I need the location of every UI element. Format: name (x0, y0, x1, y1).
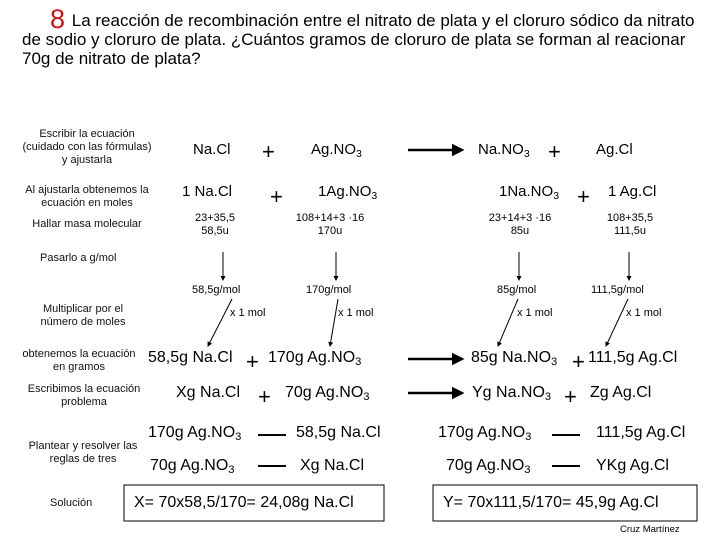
mm-product-2: 108+35,5 111,5u (606, 212, 654, 237)
grams-plus-1: + (246, 349, 259, 374)
eq-plus-1: + (262, 139, 275, 164)
rule-left-a-given: 170g $Ag.NO_3$ (148, 424, 242, 443)
mm-reactant-2: 108+14+3 ·16 170u (295, 212, 365, 237)
mult-product-1: x 1 mol (517, 307, 553, 319)
eq-product-2: Ag.Cl (596, 141, 633, 158)
problem-product-1: Yg $Na.NO_3$ (472, 384, 552, 403)
rule-right-b-result: YKg Ag.Cl (596, 457, 669, 474)
problem-product-2: Zg Ag.Cl (590, 384, 652, 401)
rule-left-b-given: 70g $Ag.NO_3$ (150, 457, 235, 476)
rule-right-a-result: 111,5g Ag.Cl (596, 424, 686, 441)
solution-box-x (124, 485, 384, 521)
gmol-reactant-1: 58,5g/mol (192, 284, 241, 296)
eq-plus-2: + (548, 139, 561, 164)
problem-number: 8 (50, 4, 66, 34)
grams-reactant-2: 170g $Ag.NO_3$ (268, 349, 362, 368)
label-molar-mass: Hallar masa molecular (32, 218, 142, 230)
rule-left-b-result: Xg Na.Cl (300, 457, 365, 474)
diag-arrow-3 (498, 299, 518, 346)
mm-product-1: 23+14+3 ·16 85u (488, 212, 552, 237)
label-rule-of-three: Plantear y resolver las reglas de tres (28, 440, 138, 465)
diag-arrow-4 (606, 299, 628, 346)
rule-left-a-result: 58,5g Na.Cl (296, 424, 381, 441)
solution-y: Y= 70x111,5/170= 45,9g Ag.Cl (443, 494, 659, 511)
bal-plus-1: + (270, 184, 283, 209)
grams-plus-2: + (572, 349, 585, 374)
solution-box-y (433, 485, 697, 521)
solution-x: X= 70x58,5/170= 24,08g Na.Cl (134, 494, 354, 511)
label-write-problem: Escribimos la ecuación problema (27, 383, 141, 408)
label-multiply: Multiplicar por el número de moles (40, 303, 126, 328)
bal-reactant-2: $1Ag.NO_3$ (318, 183, 378, 202)
bal-product-1: $1Na.NO_3$ (499, 183, 560, 202)
problem-plus-1: + (258, 384, 271, 409)
mult-product-2: x 1 mol (626, 307, 662, 319)
diag-arrow-2 (330, 299, 338, 346)
bal-plus-2: + (577, 184, 590, 209)
eq-product-1: $Na.NO_3$ (478, 141, 530, 160)
label-balanced: Al ajustarla obtenemos la ecuación en moles (25, 184, 149, 209)
label-to-grams: Pasarlo a g/mol (40, 252, 117, 264)
problem-plus-2: + (564, 384, 577, 409)
gmol-reactant-2: 170g/mol (306, 284, 352, 296)
grams-product-1: 85g $Na.NO_3$ (471, 349, 558, 368)
bal-reactant-1: 1 Na.Cl (182, 183, 233, 200)
gmol-product-1: 85g/mol (497, 284, 537, 296)
mult-reactant-2: x 1 mol (338, 307, 374, 319)
label-write-equation: Escribir la ecuación (cuidado con las fórmulas) y ajustarla (22, 128, 152, 166)
eq-reactant-2: $Ag.NO_3$ (311, 141, 362, 160)
mult-reactant-1: x 1 mol (230, 307, 266, 319)
grams-product-2: 111,5g Ag.Cl (588, 349, 678, 366)
author-credit: Cruz Martínez (620, 524, 680, 535)
problem-text: La reacción de recombinación entre el nitrato de plata y el cloruro sódico da nitrato de sodio y cloruro de plata. ¿Cuántos gramos de cloruro de plata se forman al reacionar 70g de nitrato de plata? (22, 11, 695, 68)
gmol-product-2: 111,5g/mol (591, 284, 644, 296)
rule-right-b-given: 70g $Ag.NO_3$ (446, 457, 531, 476)
rule-right-a-given: 170g $Ag.NO_3$ (438, 424, 532, 443)
problem-reactant-1: Xg Na.Cl (176, 384, 241, 401)
diag-arrow-1 (208, 299, 232, 346)
problem-reactant-2: 70g $Ag.NO_3$ (285, 384, 370, 403)
grams-reactant-1: 58,5g Na.Cl (148, 349, 233, 366)
bal-product-2: 1 Ag.Cl (608, 183, 657, 200)
mm-reactant-1: 23+35,5 58,5u (194, 212, 236, 237)
label-obtain-grams: obtenemos la ecuación en gramos (22, 348, 136, 373)
label-solution: Solución (50, 497, 93, 509)
eq-reactant-1: Na.Cl (193, 141, 231, 158)
